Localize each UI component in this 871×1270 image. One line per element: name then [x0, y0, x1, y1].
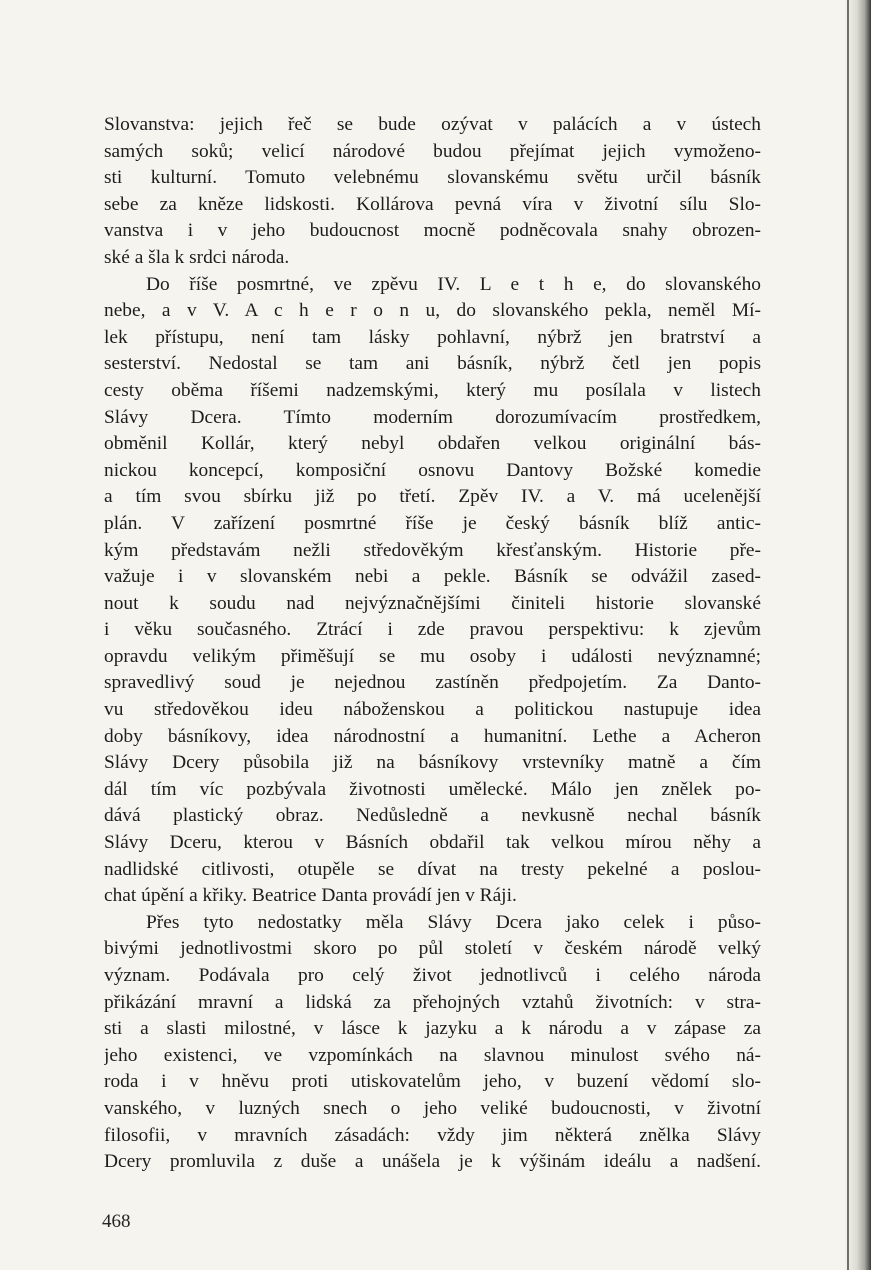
- text-line: roda i v hněvu proti utiskovatelům jeho, v buzení vědomí slo-: [104, 1071, 761, 1093]
- text-line: jeho existenci, ve vzpomínkách na slavnou minulost svého ná-: [104, 1044, 761, 1066]
- book-binding-edge-line: [847, 0, 849, 1270]
- page-text-block: [104, 112, 761, 1176]
- text-line: vu středověkou ideu náboženskou a politickou nastupuje idea: [104, 699, 761, 721]
- text-line: lek přístupu, není tam lásky pohlavní, nýbrž jen bratrství a: [104, 326, 761, 348]
- text-line: sti kulturní. Tomuto velebnému slovanskému světu určil básník: [104, 167, 761, 189]
- text-line: samých soků; velicí národové budou přejímat jejich vymoženo-: [104, 140, 761, 162]
- text-line: vanstva i v jeho budoucnost mocně podněcovala snahy obrozen-: [104, 220, 761, 242]
- text-line: Do říše posmrtné, ve zpěvu IV. L e t h e, do slovanského: [146, 273, 761, 295]
- text-line: přikázání mravní a lidská za přehojných vztahů životních: v stra-: [104, 991, 761, 1013]
- text-line: chat úpění a křiky. Beatrice Danta provádí jen v Ráji.: [104, 885, 517, 907]
- text-line: i věku současného. Ztrácí i zde pravou perspektivu: k zjevům: [104, 619, 761, 641]
- text-line: Slávy Dceru, kterou v Básních obdařil tak velkou mírou něhy a: [104, 832, 761, 854]
- text-line: ské a šla k srdci národa.: [104, 246, 290, 268]
- text-line: Slovanstva: jejich řeč se bude ozývat v palácích a v ústech: [104, 114, 761, 135]
- text-line: Slávy Dcery působila již na básníkovy vrstevníky matně a čím: [104, 752, 761, 774]
- text-line: opravdu velikým přiměšují se mu osoby i události nevýznamné;: [104, 645, 761, 667]
- text-line: dává plastický obraz. Nedůsledně a nevkusně nechal básník: [104, 805, 761, 827]
- text-line: doby básníkovy, idea národnostní a humanitní. Lethe a Acheron: [104, 725, 761, 747]
- text-line: obměnil Kollár, který nebyl obdařen velkou originální bás-: [104, 433, 761, 455]
- text-line: filosofii, v mravních zásadách: vždy jim některá znělka Slávy: [104, 1124, 761, 1146]
- text-line: význam. Podávala pro celý život jednotlivců i celého národa: [104, 965, 761, 986]
- text-line: dál tím víc pozbývala životnosti umělecké. Málo jen znělek po-: [104, 778, 761, 800]
- text-line: kým představám nežli středověkým křesťanským. Historie pře-: [104, 539, 761, 561]
- text-line: plán. V zařízení posmrtné říše je český básník blíž antic-: [104, 512, 761, 534]
- text-line: bivými jednotlivostmi skoro po půl století v českém národě velký: [104, 938, 761, 960]
- paragraph-2: [104, 272, 761, 910]
- text-line: cesty oběma říšemi nadzemskými, který mu posílala v listech: [104, 379, 761, 401]
- text-line: nickou koncepcí, komposiční osnovu Dantovy Božské komedie: [104, 459, 761, 481]
- paragraph-1: [104, 112, 761, 272]
- text-line: vanského, v luzných snech o jeho veliké budoucnosti, v životní: [104, 1097, 761, 1119]
- text-line: spravedlivý soud je nejednou zastíněn předpojetím. Za Danto-: [104, 672, 761, 694]
- text-line: sti a slasti milostné, v lásce k jazyku a k národu a v zápase za: [104, 1018, 761, 1040]
- text-line: Dcery promluvila z duše a unášela je k výšinám ideálu a nadšení.: [104, 1151, 761, 1173]
- text-line: nout k soudu nad nejvýznačnějšími činiteli historie slovanské: [104, 592, 761, 614]
- text-line: Přes tyto nedostatky měla Slávy Dcera jako celek i půso-: [146, 911, 761, 933]
- text-line: nadlidské citlivosti, otupěle se dívat na tresty pekelné a poslou-: [104, 858, 761, 880]
- text-line: a tím svou sbírku již po třetí. Zpěv IV. a V. má ucelenější: [104, 486, 761, 508]
- text-line: Slávy Dcera. Tímto moderním dorozumívacím prostředkem,: [104, 406, 761, 428]
- page-number: 468: [102, 1211, 131, 1232]
- text-line: sebe za kněze lidskosti. Kollárova pevná víra v životní sílu Slo-: [104, 193, 761, 215]
- text-line: važuje i v slovanském nebi a pekle. Básník se odvážil zased-: [104, 566, 761, 588]
- text-line: sesterství. Nedostal se tam ani básník, nýbrž četl jen popis: [104, 353, 761, 375]
- paragraph-3: [104, 910, 761, 1176]
- text-line: nebe, a v V. A c h e r o n u, do slovanského pekla, neměl Mí-: [104, 300, 761, 322]
